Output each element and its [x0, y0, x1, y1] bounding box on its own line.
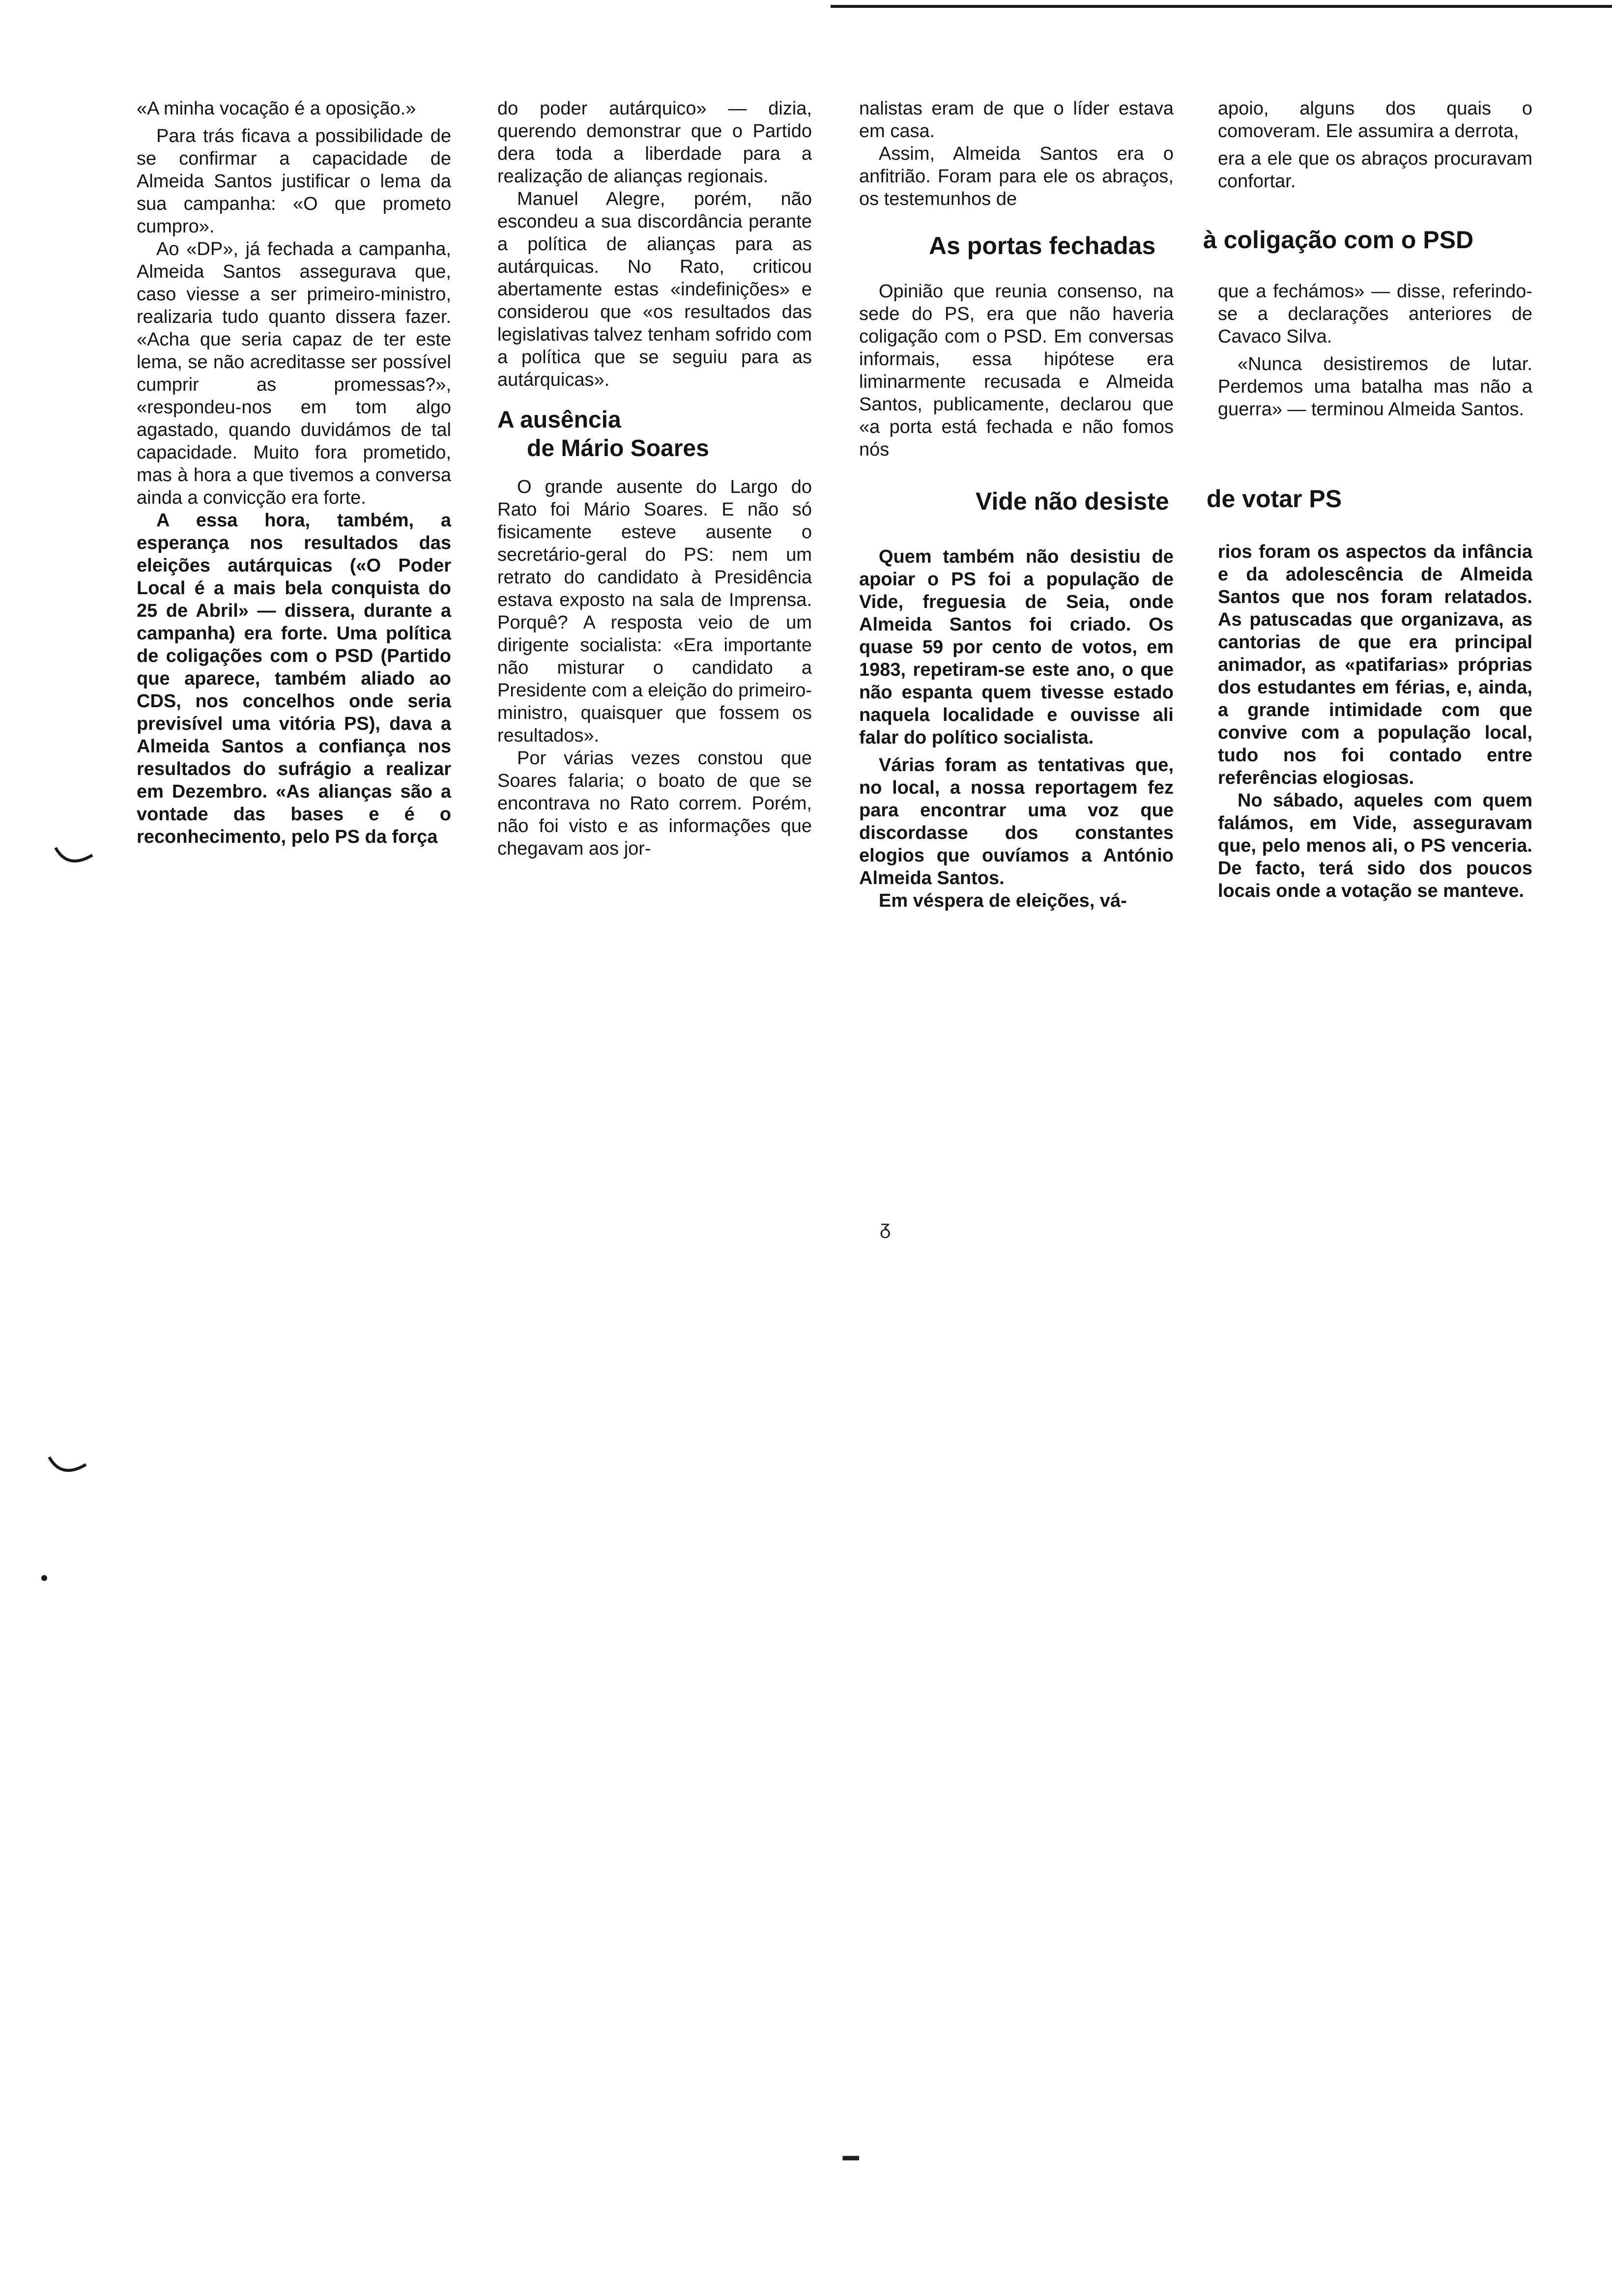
top-rule [831, 5, 1612, 8]
paragraph: Em véspera de eleições, vá- [879, 890, 1127, 911]
paragraph: O grande ausente do Largo do Rato foi Mário Soares. E não só fisicamente esteve ausente o secretário-geral do PS: nem um retrato do candidato à Presidência estava exposto na sala de Imprensa. Porquê? A resposta veio de um dirigente socialista: «Era importante não misturar o candidato a Presidente com a eleição do primeiro-ministro, quaisquer que fossem os resultados». [497, 477, 812, 746]
paragraph: Ao «DP», já fechada a campanha, Almeida Santos assegurava que, caso viesse a ser primeiro-ministro, realizaria tudo quanto dissera fazer. «Acha que seria capaz de ter este lema, se não acreditasse ser possível cumprir as promessas?», «respondeu-nos em tom algo agastado, quando duvidámos de tal capacidade. Muito fora prometido, mas à hora a que tivemos a conversa ainda a convicção era forte. [137, 239, 451, 508]
paragraph: que a fechámos» — disse, referindo-se a declarações anteriores de Cavaco Silva. [1218, 281, 1532, 347]
page-mark-mid: ᵹ [880, 1216, 891, 1239]
paragraph: apoio, alguns dos quais o comoveram. Ele assumira a derrota, [1218, 98, 1532, 142]
column-3-top [859, 97, 1174, 210]
paragraph: «A minha vocação é a oposição.» [137, 98, 416, 119]
column-4-mid [1218, 280, 1532, 421]
subheading-line-1: A ausência [497, 407, 621, 433]
margin-mark-1 [53, 843, 97, 872]
margin-dot [41, 1575, 47, 1581]
page-mark-bottom: ━ [843, 2143, 859, 2174]
paragraph: Para trás ficava a possibilidade de se confirmar a capacidade de Almeida Santos justificar o lema da sua campanha: «O que prometo cumpro». [137, 126, 451, 237]
column-2 [497, 97, 812, 860]
column-1 [137, 97, 451, 848]
subheading-line-2: de Mário Soares [527, 435, 709, 461]
margin-mark-2 [47, 1452, 91, 1482]
paragraph: nalistas eram de que o líder estava em casa. [859, 98, 1174, 142]
headline-portas-left: As portas fechadas [929, 232, 1156, 259]
paragraph: «Nunca desistiremos de lutar. Perdemos uma batalha mas não a guerra» — terminou Almeida Santos. [1218, 354, 1532, 420]
paragraph: era a ele que os abraços procuravam confortar. [1218, 148, 1532, 192]
paragraph: Assim, Almeida Santos era o anfitrião. Foram para ele os abraços, os testemunhos de [859, 144, 1174, 209]
column-4-top [1218, 97, 1532, 193]
column-3-mid [859, 280, 1174, 461]
subheading-ausencia [497, 406, 812, 463]
paragraph: No sábado, aqueles com quem falámos, em Vide, asseguravam que, pelo menos ali, o PS venceria. De facto, terá sido dos poucos locais onde a votação se manteve. [1218, 790, 1532, 901]
headline-portas-right: à coligação com o PSD [1203, 226, 1474, 254]
paragraph: rios foram os aspectos da infância e da adolescência de Almeida Santos que nos foram relatados. As patuscadas que organizava, as cantorias de que era principal animador, as «patifarias» próprias dos estudantes em férias, e, ainda, a grande intimidade com que convive com a população local, tudo nos foi contado entre referências elogiosas. [1218, 542, 1532, 788]
paragraph: Quem também não desistiu de apoiar o PS foi a população de Vide, freguesia de Seia, onde Almeida Santos foi criado. Os quase 59 por cento de votos, em 1983, repetiram-se este ano, o que não espanta quem tivesse estado naquela localidade e ouvisse ali falar do político socialista. [859, 546, 1174, 748]
column-4-bottom [1218, 541, 1532, 902]
paragraph: do poder autárquico» — dizia, querendo demonstrar que o Partido dera toda a liberdade para a realização de alianças regionais. [497, 98, 812, 187]
paragraph: Opinião que reunia consenso, na sede do PS, era que não haveria coligação com o PSD. Em conversas informais, essa hipótese era liminarmente recusada e Almeida Santos, publicamente, declarou que «a porta está fechada e não fomos nós [859, 281, 1174, 460]
paragraph: Manuel Alegre, porém, não escondeu a sua discordância perante a política de alianças para as autárquicas. No Rato, criticou abertamente estas «indefinições» e considerou que «os resultados das legislativas talvez tenham sofrido com a política que se seguiu para as autárquicas». [497, 189, 812, 390]
headline-vide-left: Vide não desiste [976, 488, 1169, 515]
column-3-bottom [859, 545, 1174, 912]
headline-vide-right: de votar PS [1207, 485, 1342, 513]
paragraph: A essa hora, também, a esperança nos resultados das eleições autárquicas («O Poder Local é a mais bela conquista do 25 de Abril» — dissera, durante a campanha) era forte. Uma política de coligações com o PSD (Partido que aparece, também aliado ao CDS, nos concelhos onde seria previsível uma vitória PS), dava a Almeida Santos a confiança nos resultados do sufrágio a realizar em Dezembro. «As alianças são a vontade das bases e é o reconhecimento, pelo PS da força [137, 510, 451, 847]
paragraph: Por várias vezes constou que Soares falaria; o boato de que se encontrava no Rato correm. Porém, não foi visto e as informações que chegavam aos jor- [497, 748, 812, 859]
paragraph: Várias foram as tentativas que, no local, a nossa reportagem fez para encontrar uma voz que discordasse dos constantes elogios que ouvíamos a António Almeida Santos. [859, 755, 1174, 889]
